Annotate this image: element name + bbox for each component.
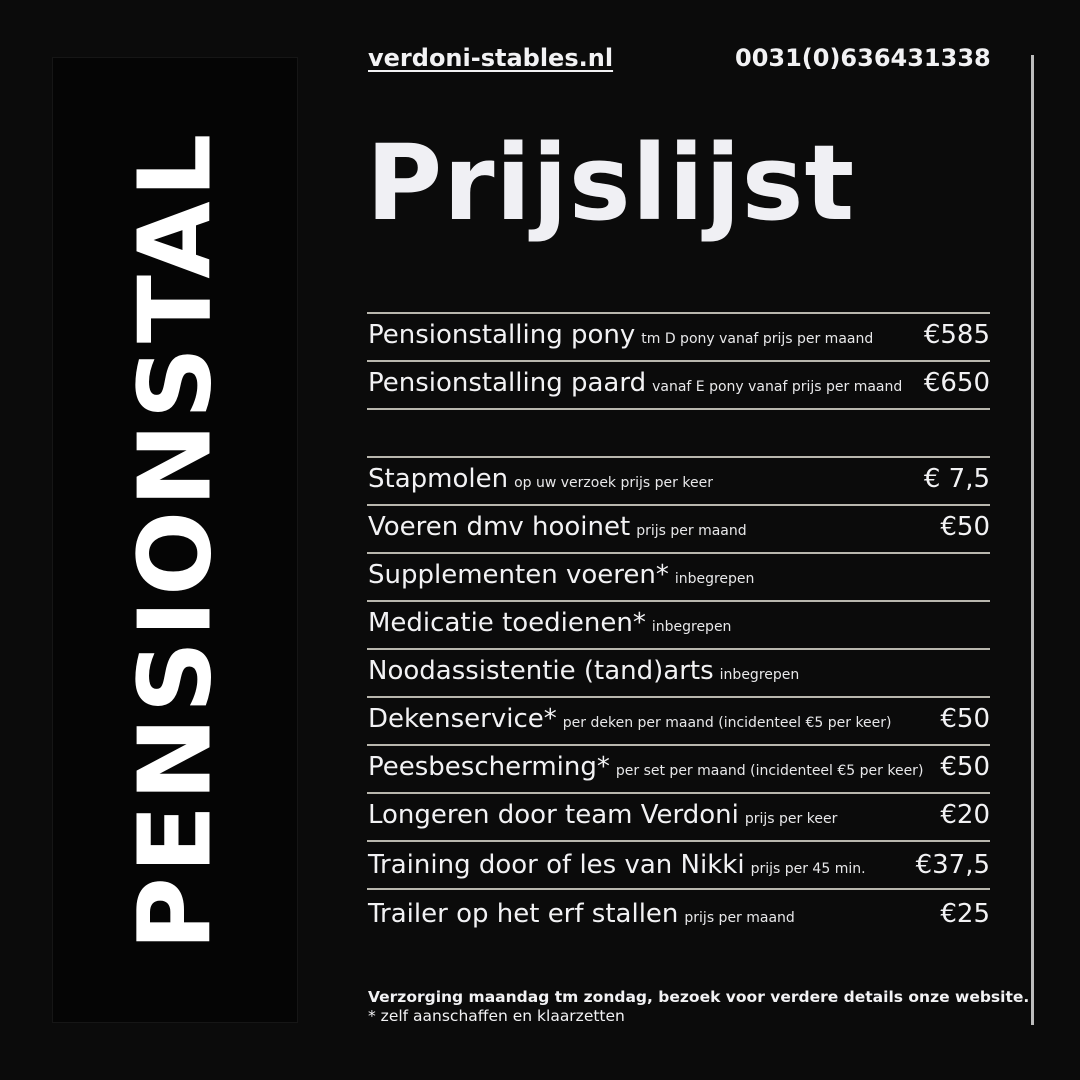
item-name: Supplementen voeren* — [368, 560, 669, 590]
item-note: inbegrepen — [674, 571, 755, 587]
item-price: €50 — [940, 512, 990, 542]
item-note: per set per maand (incidenteel €5 per keer) — [615, 763, 924, 779]
price-row — [368, 504, 990, 550]
item-name: Dekenservice* — [368, 704, 557, 734]
item-price: €50 — [940, 704, 990, 734]
item-name: Peesbescherming* — [368, 752, 610, 782]
item-price: €585 — [923, 320, 990, 350]
item-price: € 7,5 — [923, 464, 990, 494]
price-row — [368, 891, 990, 937]
item-note: prijs per maand — [684, 910, 795, 926]
right-divider — [1031, 55, 1034, 1025]
footer-footnote: * zelf aanschaffen en klaarzetten — [368, 1007, 625, 1025]
price-row — [368, 744, 990, 790]
price-row — [368, 360, 990, 406]
item-note: prijs per 45 min. — [750, 861, 866, 877]
item-note: per deken per maand (incidenteel €5 per keer) — [562, 715, 892, 731]
item-note: op uw verzoek prijs per keer — [514, 475, 713, 491]
item-name: Pensionstalling paard — [368, 368, 647, 398]
item-name: Medicatie toedienen* — [368, 608, 646, 638]
item-name: Training door of les van Nikki — [368, 850, 745, 880]
item-price: €37,5 — [915, 850, 990, 880]
item-price: €50 — [940, 752, 990, 782]
item-name: Voeren dmv hooinet — [368, 512, 631, 542]
item-price: €650 — [923, 368, 990, 398]
price-row — [368, 552, 990, 598]
price-row — [368, 696, 990, 742]
item-price: €20 — [940, 800, 990, 830]
item-note: prijs per maand — [636, 523, 747, 539]
website-link[interactable]: verdoni-stables.nl — [368, 44, 614, 72]
price-row — [368, 842, 990, 888]
price-row — [368, 456, 990, 502]
price-row — [368, 312, 990, 358]
item-name: Trailer op het erf stallen — [368, 899, 679, 929]
divider — [367, 888, 990, 890]
item-price: €25 — [940, 899, 990, 929]
item-name: Pensionstalling pony — [368, 320, 636, 350]
price-row — [368, 792, 990, 838]
item-note: inbegrepen — [651, 619, 732, 635]
divider — [367, 408, 990, 410]
item-note: inbegrepen — [719, 667, 800, 683]
page-title: Prijslijst — [366, 122, 856, 244]
item-name: Noodassistentie (tand)arts — [368, 656, 714, 686]
price-row — [368, 600, 990, 646]
side-banner-panel — [52, 57, 298, 1023]
phone-number: 0031(0)636431338 — [735, 44, 991, 72]
item-name: Stapmolen — [368, 464, 509, 494]
footer-info: Verzorging maandag tm zondag, bezoek voor verdere details onze website. — [368, 988, 1030, 1006]
item-note: prijs per keer — [744, 811, 838, 827]
item-name: Longeren door team Verdoni — [368, 800, 739, 830]
price-row — [368, 648, 990, 694]
side-banner-title: PENSIONSTAL — [116, 129, 234, 951]
item-note: tm D pony vanaf prijs per maand — [641, 331, 874, 347]
item-note: vanaf E pony vanaf prijs per maand — [652, 379, 903, 395]
